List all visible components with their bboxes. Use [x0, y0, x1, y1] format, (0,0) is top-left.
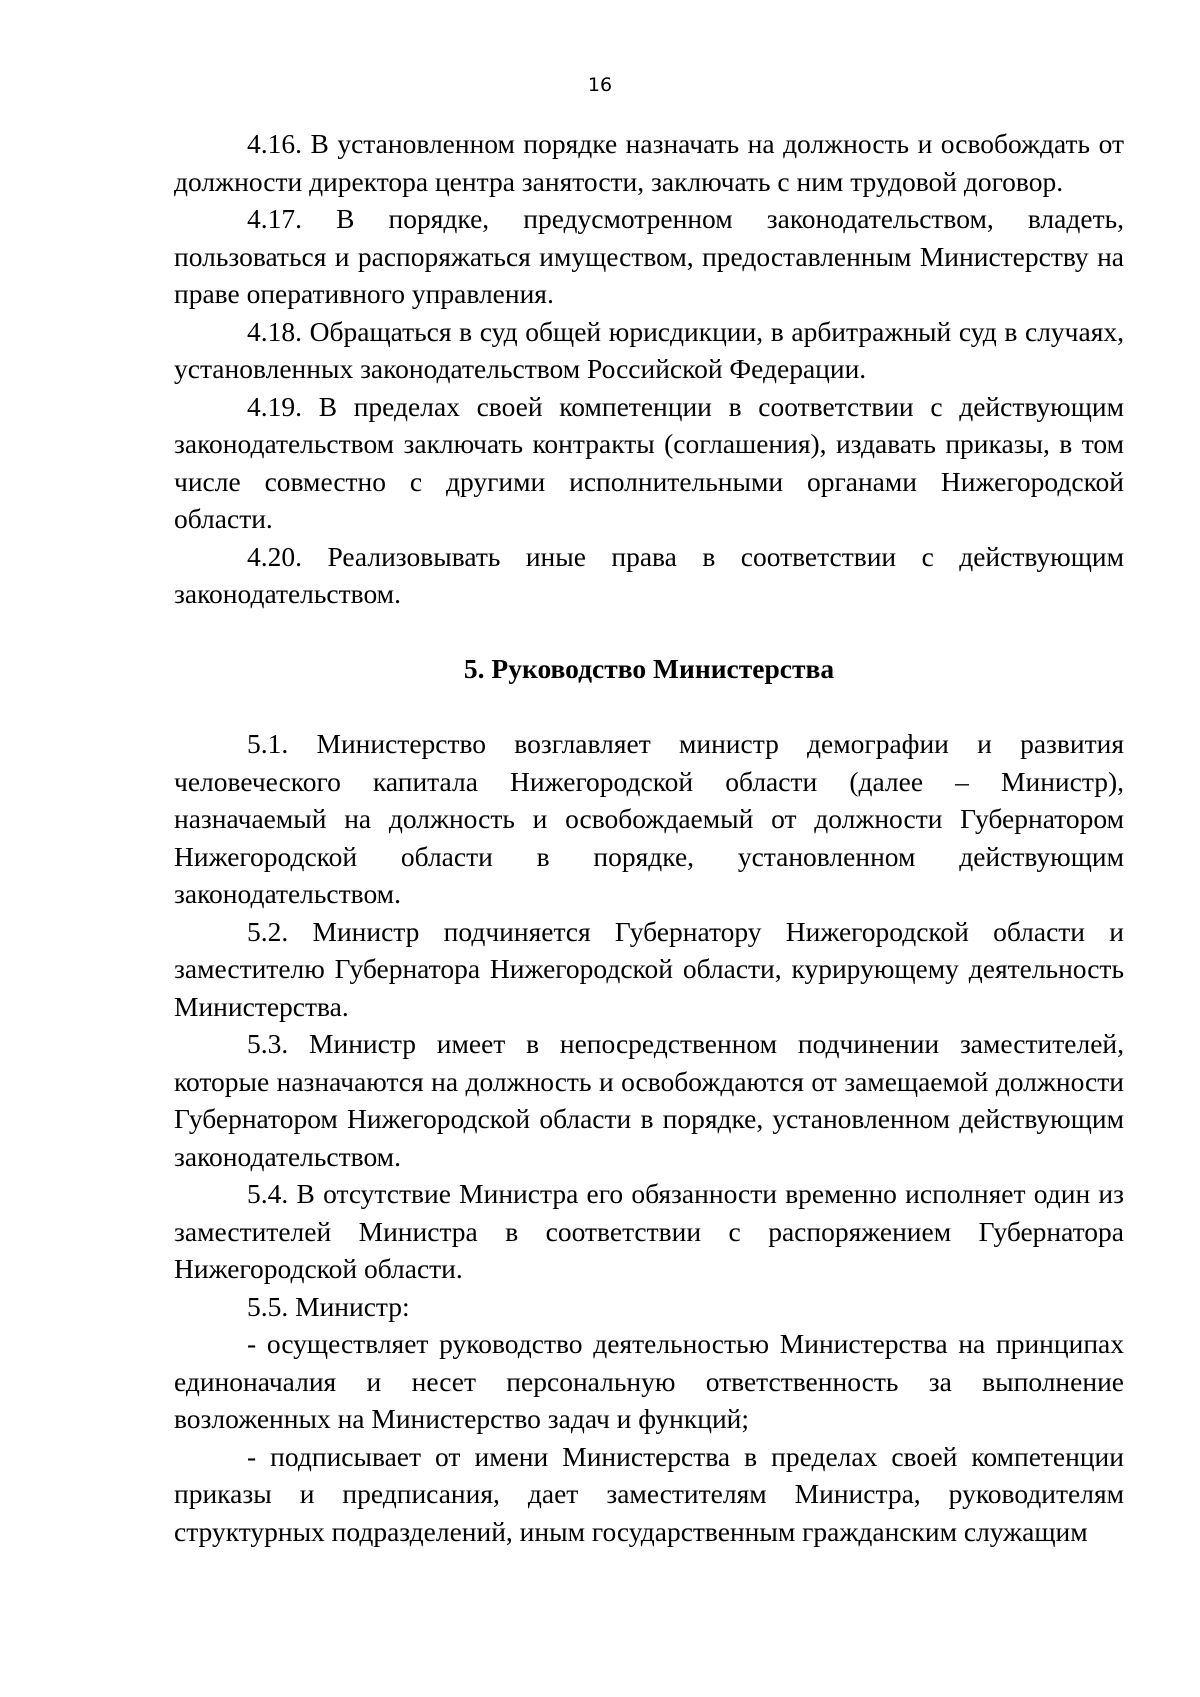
- paragraph-4-20: 4.20. Реализовывать иные права в соответствии с действующим законодательством.: [174, 540, 1124, 609]
- paragraph-4-18: 4.18. Обращаться в суд общей юрисдикции, в арбитражный суд в случаях, установленных законодательством Российской Федерации.: [174, 315, 1124, 384]
- paragraph-5-3: 5.3. Министр имеет в непосредственном подчинении заместителей, которые назначаются на должность и освобождаются от замещаемой должности Губернатором Нижегородской области в порядке, установленном действующим законодательством.: [174, 1028, 1124, 1172]
- paragraph-5-5: 5.5. Министр:: [247, 1290, 410, 1322]
- section-heading: 5. Руководство Министерства: [463, 652, 835, 684]
- paragraph-4-17: 4.17. В порядке, предусмотренном законодательством, владеть, пользоваться и распоряжаться имуществом, предоставленным Министерству на праве оперативного управления.: [174, 203, 1124, 309]
- paragraph-4-16: 4.16. В установленном порядке назначать на должность и освобождать от должности директора центра занятости, заключать с ним трудовой договор.: [174, 128, 1124, 197]
- list-item-5-5-a: - осуществляет руководство деятельностью Министерства на принципах единоначалия и несет персональную ответственность за выполнение возложенных на Министерство задач и функций;: [174, 1328, 1124, 1434]
- paragraph-5-1: 5.1. Министерство возглавляет министр демографии и развития человеческого капитала Нижегородской области (далее – Министр), назначаемый на должность и освобождаемый от должности Губернатором Нижегородской области в порядке, установленном действующим законодательством.: [174, 728, 1124, 909]
- page-number: 16: [587, 74, 613, 96]
- document-body: [174, 125, 1124, 1550]
- paragraph-5-2: 5.2. Министр подчиняется Губернатору Нижегородской области и заместителю Губернатора Нижегородской области, курирующему деятельность Министерства.: [174, 915, 1124, 1022]
- paragraph-5-4: 5.4. В отсутствие Министра его обязанности временно исполняет один из заместителей Министра в соответствии с распоряжением Губернатора Нижегородской области.: [174, 1178, 1124, 1284]
- paragraph-4-19: 4.19. В пределах своей компетенции в соответствии с действующим законодательством заключать контракты (соглашения), издавать приказы, в том числе совместно с другими исполнительными органами Нижегородской области.: [174, 390, 1124, 534]
- list-item-5-5-b: - подписывает от имени Министерства в пределах своей компетенции приказы и предписания, дает заместителям Министра, руководителям структурных подразделений, иным государственным гражданским служащим: [174, 1440, 1124, 1547]
